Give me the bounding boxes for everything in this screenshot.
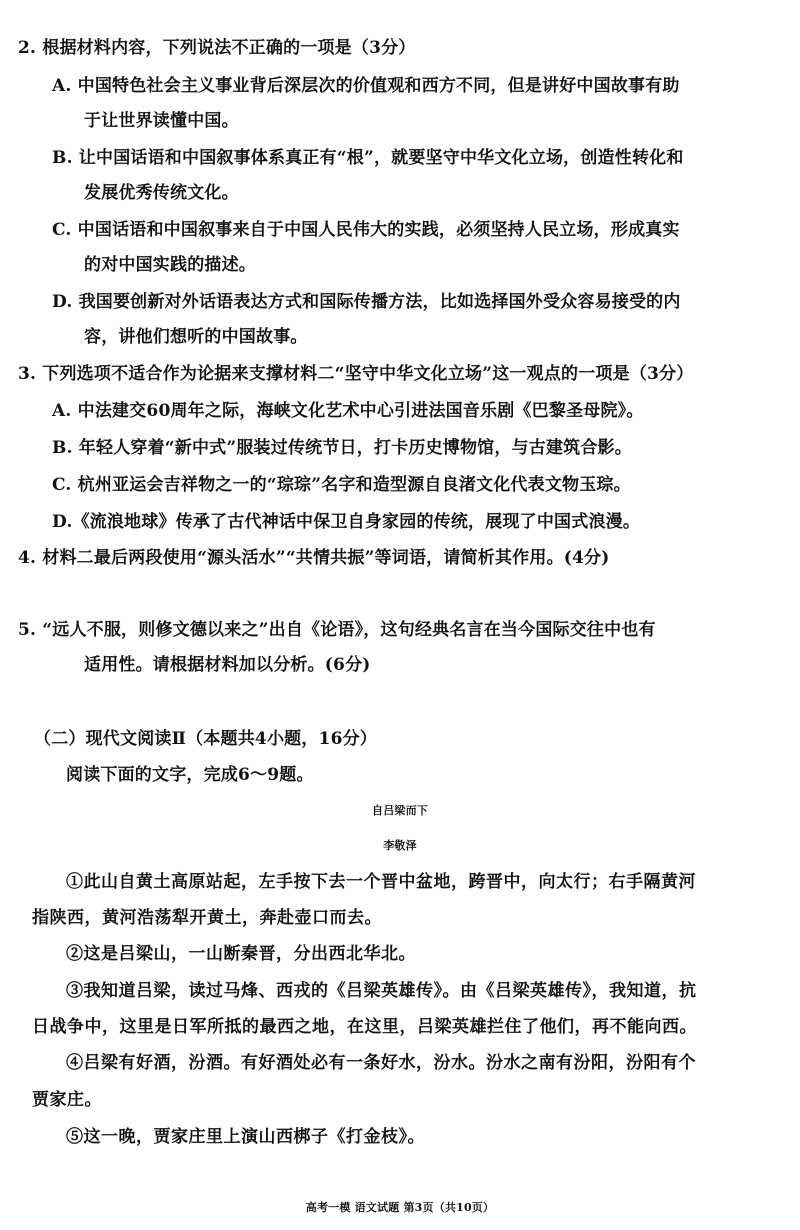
q3-option-a: A. 中法建交60周年之际，海峡文化艺术中心引进法国音乐剧《巴黎圣母院》。: [52, 401, 644, 421]
q2-option-d-line1: D. 我国要创新对外话语表达方式和国际传播方法，比如选择国外受众容易接受的内: [52, 292, 681, 312]
paragraph-3-line2: 日战争中，这里是日军所抵的最西之地，在这里，吕梁英雄拦住了他们，再不能向西。: [32, 1017, 697, 1037]
q2-option-b-line2: 发展优秀传统文化。: [84, 183, 239, 203]
section-heading: （二）现代文阅读Ⅱ（本题共4小题，16分）: [34, 729, 378, 749]
q2-option-d-line2: 容，讲他们想听的中国故事。: [84, 327, 308, 347]
q2-option-c-line1: C. 中国话语和中国叙事来自于中国人民伟大的实践，必须坚持人民立场，形成真实: [52, 220, 680, 240]
paragraph-1-line2: 指陕西，黄河浩荡犁开黄土，奔赴壶口而去。: [32, 908, 382, 928]
question-5-line2: 适用性。请根据材料加以分析。(6分): [84, 655, 371, 675]
paragraph-2: ②这是吕梁山，一山断秦晋，分出西北华北。: [66, 944, 416, 964]
paragraph-4-line2: 贾家庄。: [32, 1090, 102, 1110]
q3-option-c: C. 杭州亚运会吉祥物之一的“琮琮”名字和造型源自良渚文化代表文物玉琮。: [52, 475, 631, 495]
paragraph-3-line1: ③我知道吕梁，读过马烽、西戎的《吕梁英雄传》。由《吕梁英雄传》，我知道，抗: [66, 981, 697, 1001]
question-3-stem: 3. 下列选项不适合作为论据来支撑材料二“坚守中华文化立场”这一观点的一项是（3分）: [18, 364, 694, 384]
article-title: 自吕梁而下: [372, 804, 428, 817]
article-author: 李敬泽: [383, 839, 417, 852]
question-2-stem: 2. 根据材料内容，下列说法不正确的一项是（3分）: [18, 38, 416, 58]
q2-option-a-line2: 于让世界读懂中国。: [84, 111, 239, 131]
q3-option-b: B. 年轻人穿着“新中式”服装过传统节日，打卡历史博物馆，与古建筑合影。: [52, 438, 632, 458]
question-5-line1: 5. “远人不服，则修文德以来之”出自《论语》，这句经典名言在当今国际交往中也有: [18, 620, 656, 640]
page-footer: 高考一模 语文试题 第3页（共10页）: [305, 1201, 495, 1214]
section-instruction: 阅读下面的文字，完成6～9题。: [66, 765, 314, 785]
paragraph-5: ⑤这一晚，贾家庄里上演山西梆子《打金枝》。: [66, 1127, 425, 1147]
q2-option-a-line1: A. 中国特色社会主义事业背后深层次的价值观和西方不同，但是讲好中国故事有助: [52, 76, 680, 96]
q2-option-c-line2: 的对中国实践的描述。: [84, 255, 256, 275]
paragraph-1-line1: ①此山自黄土高原站起，左手按下去一个晋中盆地，跨晋中，向太行；右手隔黄河: [66, 872, 696, 892]
paragraph-4-line1: ④吕梁有好酒，汾酒。有好酒处必有一条好水，汾水。汾水之南有汾阳，汾阳有个: [66, 1053, 696, 1073]
q3-option-d: D.《流浪地球》传承了古代神话中保卫自身家园的传统，展现了中国式浪漫。: [52, 512, 641, 532]
q2-option-b-line1: B. 让中国话语和中国叙事体系真正有“根”，就要坚守中华文化立场，创造性转化和: [52, 148, 684, 168]
question-4-stem: 4. 材料二最后两段使用“源头活水”“共情共振”等词语，请简析其作用。(4分): [18, 548, 610, 568]
